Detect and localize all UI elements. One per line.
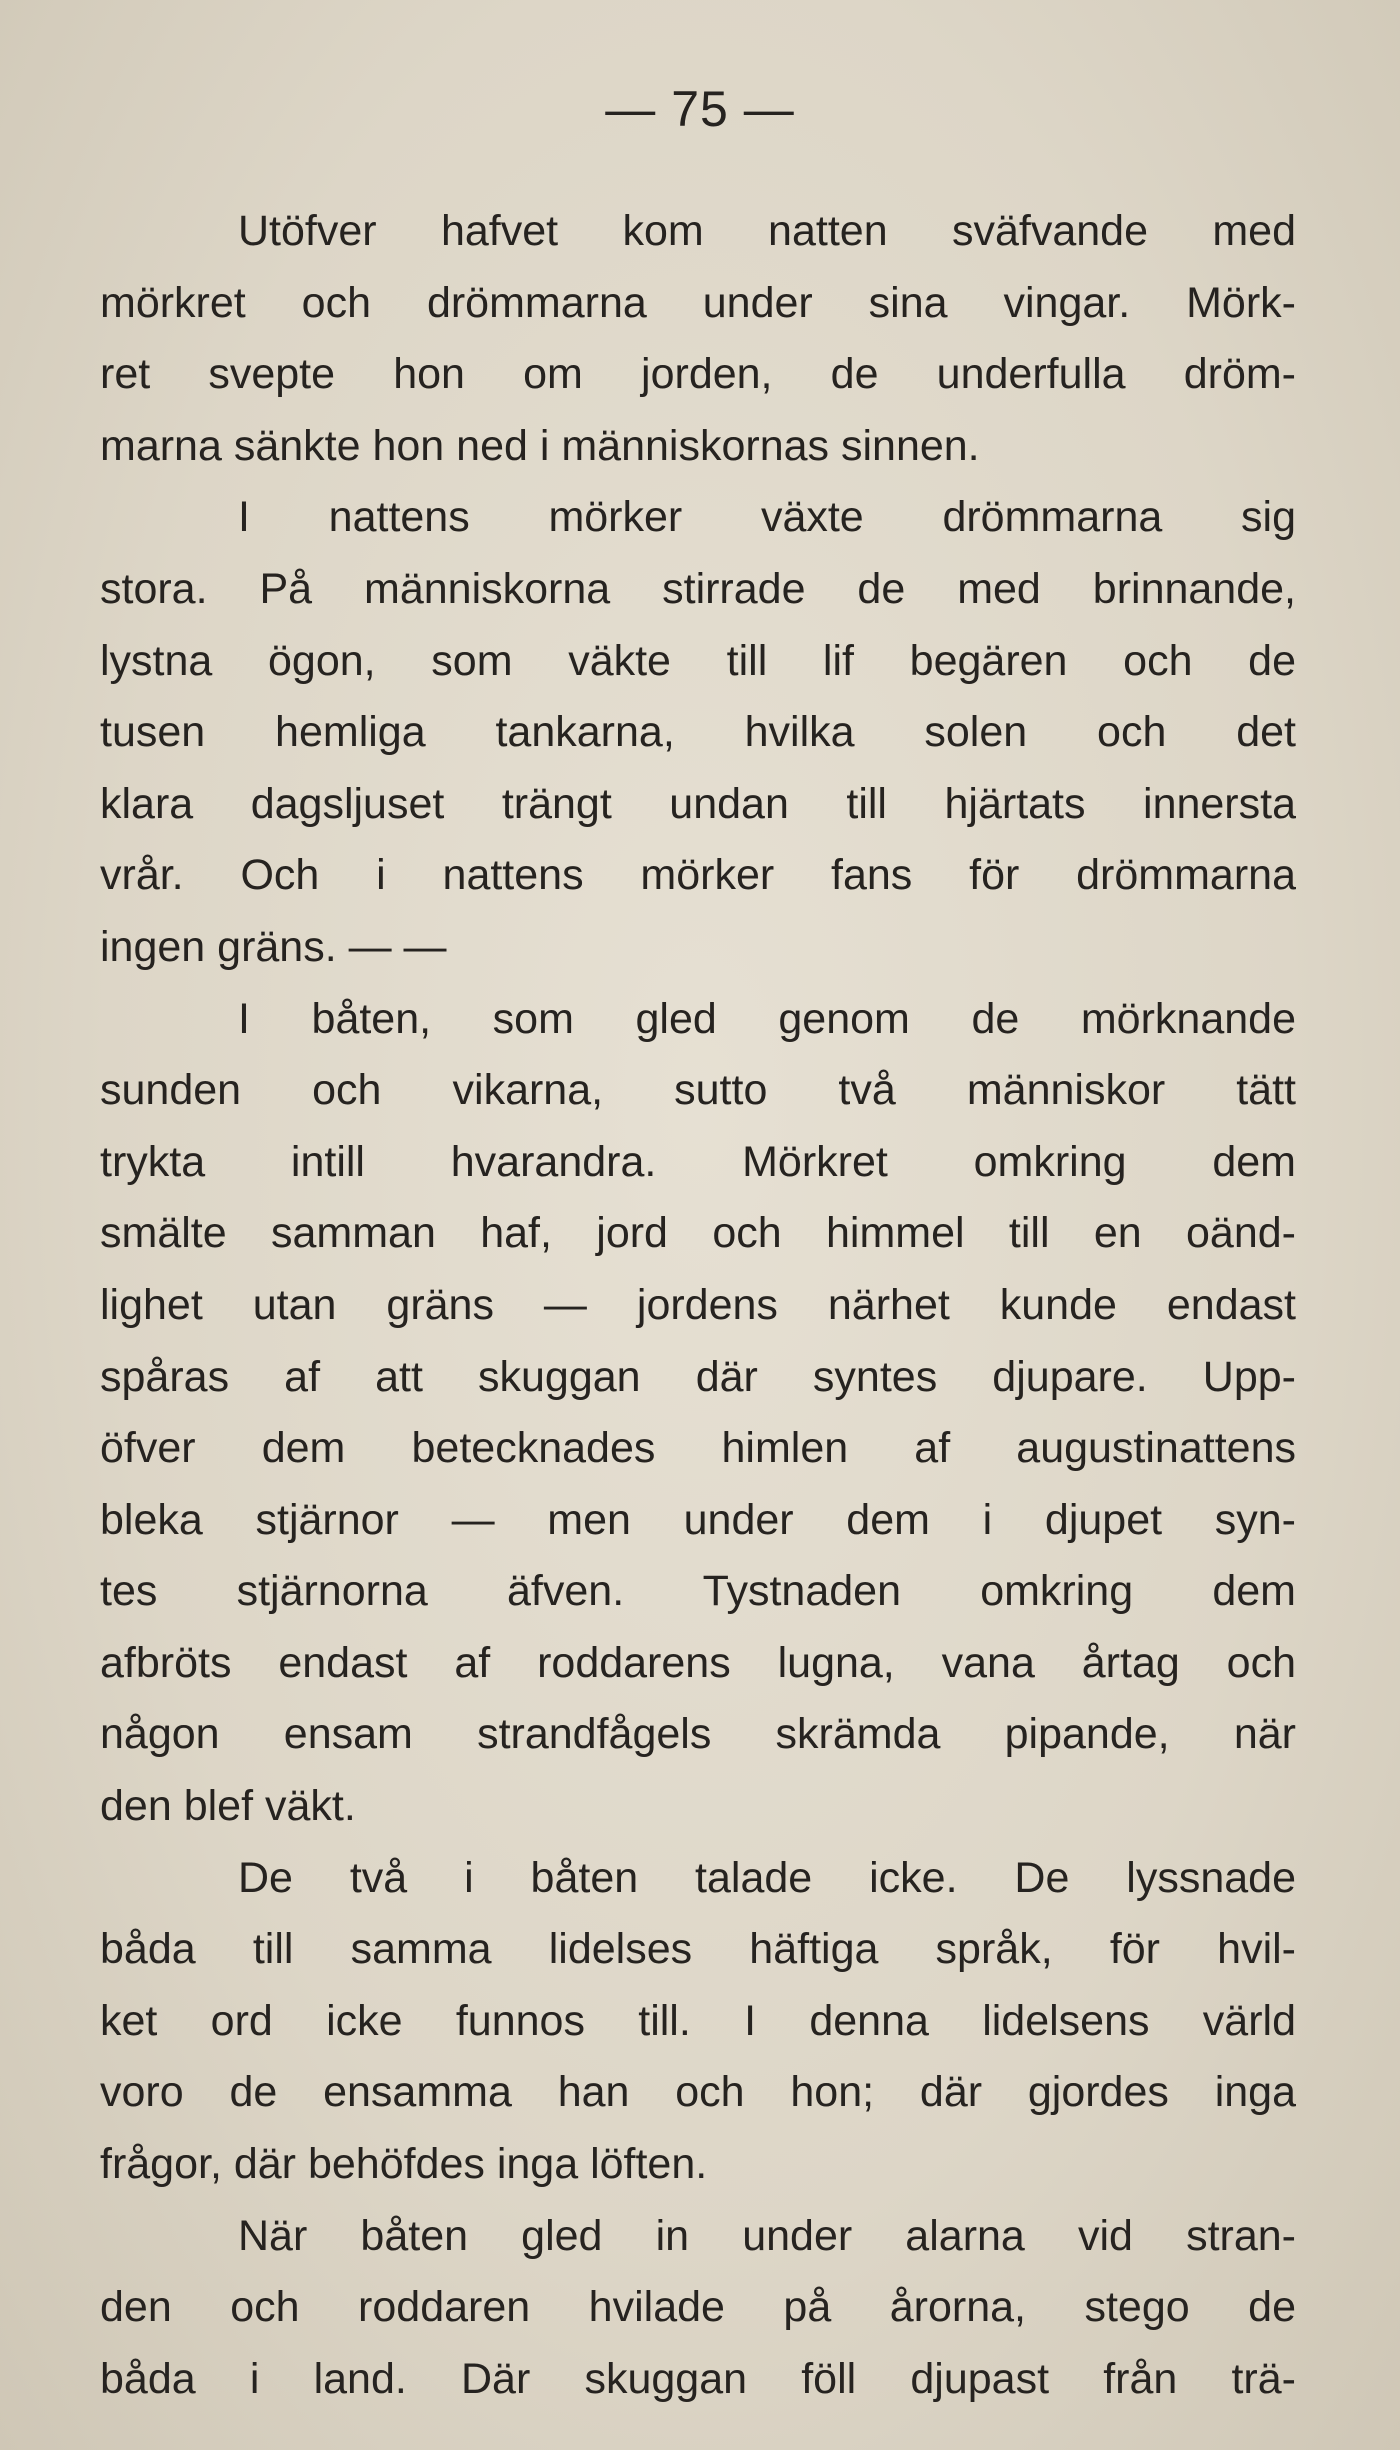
- page-number: — 75 —: [605, 81, 795, 137]
- text-line: tes stjärnorna äfven. Tystnaden omkring dem: [100, 1567, 1296, 1616]
- text-line: öfver dem betecknades himlen af augustinattens: [100, 1424, 1296, 1473]
- text-line: ket ord icke funnos till. I denna lidelsens värld: [100, 1996, 1296, 2045]
- text-line: sunden och vikarna, sutto två människor tätt: [100, 1066, 1296, 1115]
- text-line: tusen hemliga tankarna, hvilka solen och det: [100, 708, 1296, 757]
- text-line: klara dagsljuset trängt undan till hjärtats innersta: [100, 779, 1296, 828]
- text-line: båda i land. Där skuggan föll djupast från trä-: [100, 2354, 1296, 2403]
- text-line: I båten, som gled genom de mörknande: [238, 994, 1296, 1043]
- text-line: mörkret och drömmarna under sina vingar. Mörk-: [100, 278, 1296, 327]
- paragraph-4: [100, 1843, 1296, 2201]
- text-line: någon ensam strandfågels skrämda pipande, när: [100, 1710, 1296, 1759]
- paragraph-2: [100, 482, 1296, 983]
- text-line: trykta intill hvarandra. Mörkret omkring dem: [100, 1137, 1296, 1186]
- text-line: ret svepte hon om jorden, de underfulla dröm-: [100, 350, 1296, 399]
- text-line: ingen gräns. — —: [100, 922, 447, 971]
- text-line: marna sänkte hon ned i människornas sinnen.: [100, 421, 980, 470]
- text-line: den och roddaren hvilade på årorna, stego de: [100, 2283, 1296, 2332]
- text-line: bleka stjärnor — men under dem i djupet syn-: [100, 1495, 1296, 1544]
- paragraph-3: [100, 984, 1296, 1843]
- text-line: Utöfver hafvet kom natten sväfvande med: [238, 207, 1296, 255]
- text-line: båda till samma lidelses häftiga språk, för hvil-: [100, 1925, 1296, 1974]
- text-line: stora. På människorna stirrade de med brinnande,: [100, 564, 1296, 613]
- text-line: vrår. Och i nattens mörker fans för drömmarna: [100, 851, 1296, 900]
- text-line: lystna ögon, som väkte till lif begären och de: [100, 636, 1296, 685]
- paragraph-5: [100, 2201, 1296, 2416]
- text-line: spåras af att skuggan där syntes djupare. Upp-: [100, 1352, 1296, 1401]
- text-line: voro de ensamma han och hon; där gjordes inga: [100, 2068, 1296, 2117]
- text-line: I nattens mörker växte drömmarna sig: [238, 493, 1296, 542]
- body-text: [100, 196, 1296, 2415]
- text-line: afbröts endast af roddarens lugna, vana årtag och: [100, 1638, 1296, 1687]
- text-line: De två i båten talade icke. De lyssnade: [238, 1853, 1296, 1902]
- text-line: den blef väkt.: [100, 1782, 356, 1831]
- paragraph-1: [100, 196, 1296, 482]
- text-line: frågor, där behöfdes inga löften.: [100, 2140, 708, 2189]
- text-line: smälte samman haf, jord och himmel till en oänd-: [100, 1209, 1296, 1258]
- text-line: När båten gled in under alarna vid stran-: [238, 2211, 1296, 2260]
- text-line: lighet utan gräns — jordens närhet kunde endast: [100, 1280, 1296, 1329]
